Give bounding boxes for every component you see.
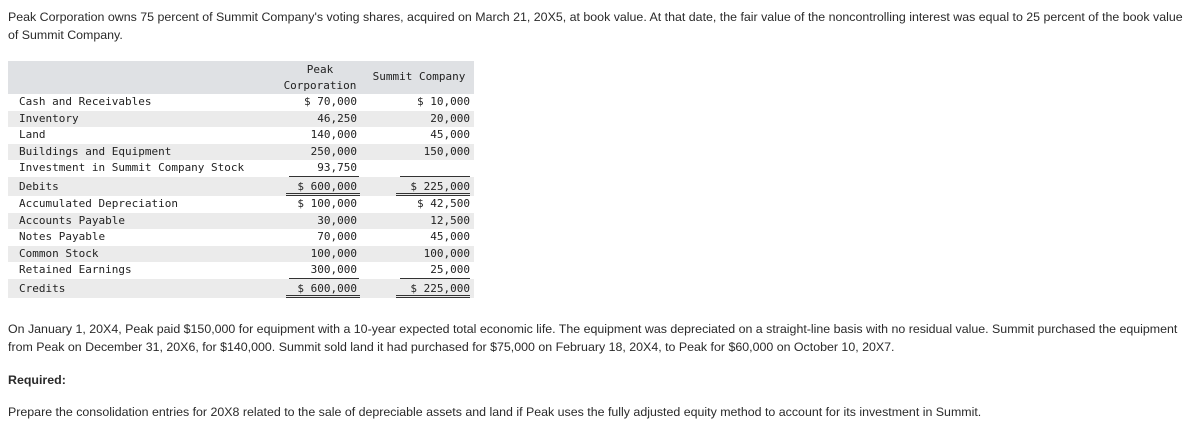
- total-rule: [396, 295, 470, 298]
- table-row: Accumulated Depreciation $ 100,000 $ 42,500: [19, 196, 470, 210]
- required-heading: Required:: [8, 373, 66, 387]
- table-row: Investment in Summit Company Stock 93,750: [8, 160, 474, 177]
- required-instructions: Prepare the consolidation entries for 20X8 related to the sale of depreciable assets and land if Peak uses the fully adjusted equity method to account for its investment in Summit.: [8, 405, 982, 419]
- header-summit: Summit Company: [372, 70, 466, 83]
- problem-intro: Peak Corporation owns 75 percent of Summit Company's voting shares, acquired on March 21, 20X5, at book value. At that date, the fair value of the noncontrolling interest was equal to 25 percent of the book value of Summit Company.: [8, 10, 1183, 42]
- table-row: Land 140,000 45,000: [19, 128, 470, 142]
- table-row: Retained Earnings 300,000 25,000: [8, 262, 474, 279]
- table-row: Accounts Payable 30,000 12,500: [8, 213, 474, 230]
- table-header: [8, 61, 474, 94]
- total-rule: [286, 295, 360, 298]
- trial-balance-table: [8, 61, 474, 298]
- table-row: Notes Payable 70,000 45,000: [19, 230, 470, 244]
- table-row: Cash and Receivables $ 70,000 $ 10,000: [19, 95, 470, 108]
- table-total-row: Credits $ 600,000 $ 225,000: [8, 279, 474, 298]
- table-total-row: Debits $ 600,000 $ 225,000: [8, 177, 474, 196]
- table-row: Common Stock 100,000 100,000: [8, 246, 474, 263]
- header-peak: Peak Corporation: [283, 63, 357, 92]
- table-row: Buildings and Equipment 250,000 150,000: [8, 144, 474, 161]
- table-row: Inventory 46,250 20,000: [8, 111, 474, 128]
- problem-details: On January 1, 20X4, Peak paid $150,000 for equipment with a 10-year expected total economic life. The equipment was depreciated on a straight-line basis with no residual value. Summit purchased the equipment from Peak on December 31, 20X6, for $140,000. Summit sold land it had purchased for $75,000 on February 18, 20X4, to Peak for $60,000 on October 10, 20X7.: [8, 322, 1178, 354]
